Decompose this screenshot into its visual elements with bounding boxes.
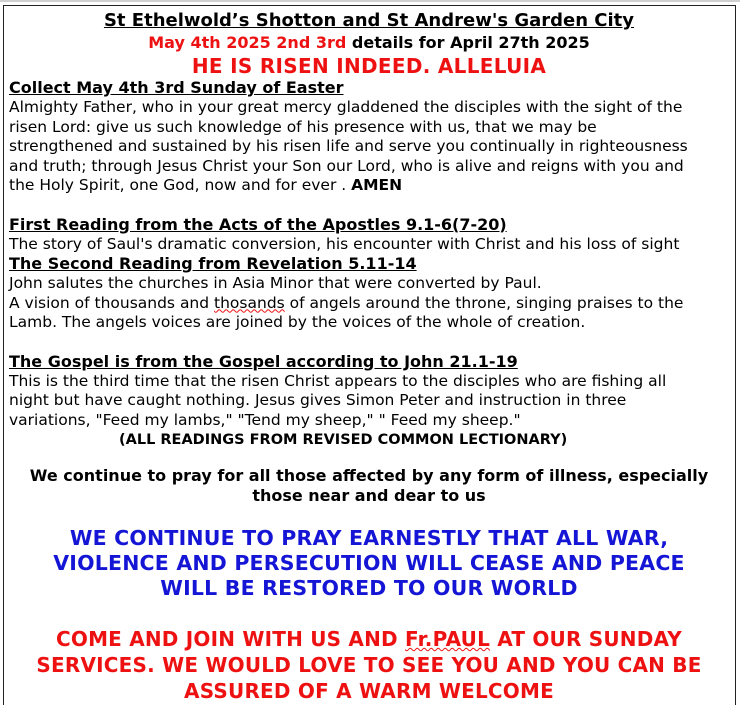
collect-line: Almighty Father, who in your great mercy gladdened the disciples with the sight of the (9, 98, 683, 116)
second-reading-line: Lamb. The angels voices are joined by the voices of the whole of creation. (9, 313, 586, 331)
risen-banner: HE IS RISEN INDEED. ALLELUIA (191, 54, 547, 78)
welcome-fragment: AT OUR SUNDAY (490, 627, 682, 651)
collect-text (9, 98, 729, 196)
welcome-line: SERVICES. WE WOULD LOVE TO SEE YOU AND YOU CAN BE (36, 653, 702, 677)
window-top-edge (0, 0, 740, 2)
first-reading-heading: First Reading from the Acts of the Apostles 9.1-6(7-20) (9, 214, 507, 234)
welcome-line: ASSURED OF A WARM WELCOME (184, 679, 554, 703)
document-content (9, 10, 729, 704)
gospel-line: variations, "Feed my lambs," "Tend my sheep," " Feed my sheep." (9, 410, 521, 429)
amen: AMEN (351, 176, 403, 194)
collect-line: strengthened and sustained by his risen life and serve you continually in righteousness (9, 137, 688, 155)
spacer (9, 601, 729, 626)
gospel-text (9, 372, 729, 431)
welcome-message (9, 626, 729, 704)
second-reading-text (9, 274, 729, 333)
spacer (9, 196, 729, 215)
collect-line (9, 176, 729, 196)
date-line (9, 32, 729, 54)
date-details: details for April 27th 2025 (346, 33, 590, 52)
collect-last-line: the Holy Spirit, one God, now and for ever . (9, 176, 352, 194)
second-reading-fragment: of angels around the throne, singing praises to the (284, 293, 684, 312)
second-reading-heading: The Second Reading from Revelation 5.11-14 (9, 254, 417, 273)
gospel-line: night but have caught nothing. Jesus gives Simon Peter and instruction in three (9, 391, 627, 409)
date-red: May 4th 2025 2nd 3rd (148, 33, 347, 52)
lectionary-note: (ALL READINGS FROM REVISED COMMON LECTIONARY) (119, 432, 568, 448)
welcome-line (9, 626, 729, 652)
collect-heading: Collect May 4th 3rd Sunday of Easter (9, 78, 344, 97)
gospel-heading: The Gospel is from the Gospel according to John 21.1-19 (9, 351, 518, 371)
peace-line: WILL BE RESTORED TO OUR WORLD (160, 576, 578, 600)
prayer-line: We continue to pray for all those affected by any form of illness, especially (29, 466, 709, 485)
spacer (9, 450, 729, 466)
second-reading-line: John salutes the churches in Asia Minor that were converted by Paul. (9, 274, 542, 292)
spacer (9, 506, 729, 526)
gospel-line: This is the third time that the risen Christ appears to the disciples who are fishing all (9, 371, 667, 390)
second-reading-fragment: A vision of thousands and (9, 293, 215, 312)
peace-line: VIOLENCE AND PERSECUTION WILL CEASE AND PEACE (53, 551, 685, 575)
peace-line: WE CONTINUE TO PRAY EARNESTLY THAT ALL WAR, (69, 526, 669, 550)
welcome-fragment: COME AND JOIN WITH US AND (55, 627, 405, 651)
first-reading-text: The story of Saul's dramatic conversion, his encounter with Christ and his loss of sight (9, 234, 680, 253)
spacer (9, 333, 729, 352)
misspelled-word: thosands (214, 293, 285, 312)
collect-line: risen Lord: give us such knowledge of his presence with us, that we may be (9, 117, 597, 136)
church-title: St Ethelwold’s Shotton and St Andrew's Garden City (103, 10, 635, 31)
peace-prayer (9, 526, 729, 601)
illness-prayer (9, 466, 729, 506)
second-reading-line (9, 294, 729, 314)
prayer-line: those near and dear to us (252, 486, 486, 505)
priest-name: Fr.PAUL (405, 627, 491, 651)
collect-line: and truth; through Jesus Christ your Son our Lord, who is alive and reigns with you and (9, 156, 684, 175)
